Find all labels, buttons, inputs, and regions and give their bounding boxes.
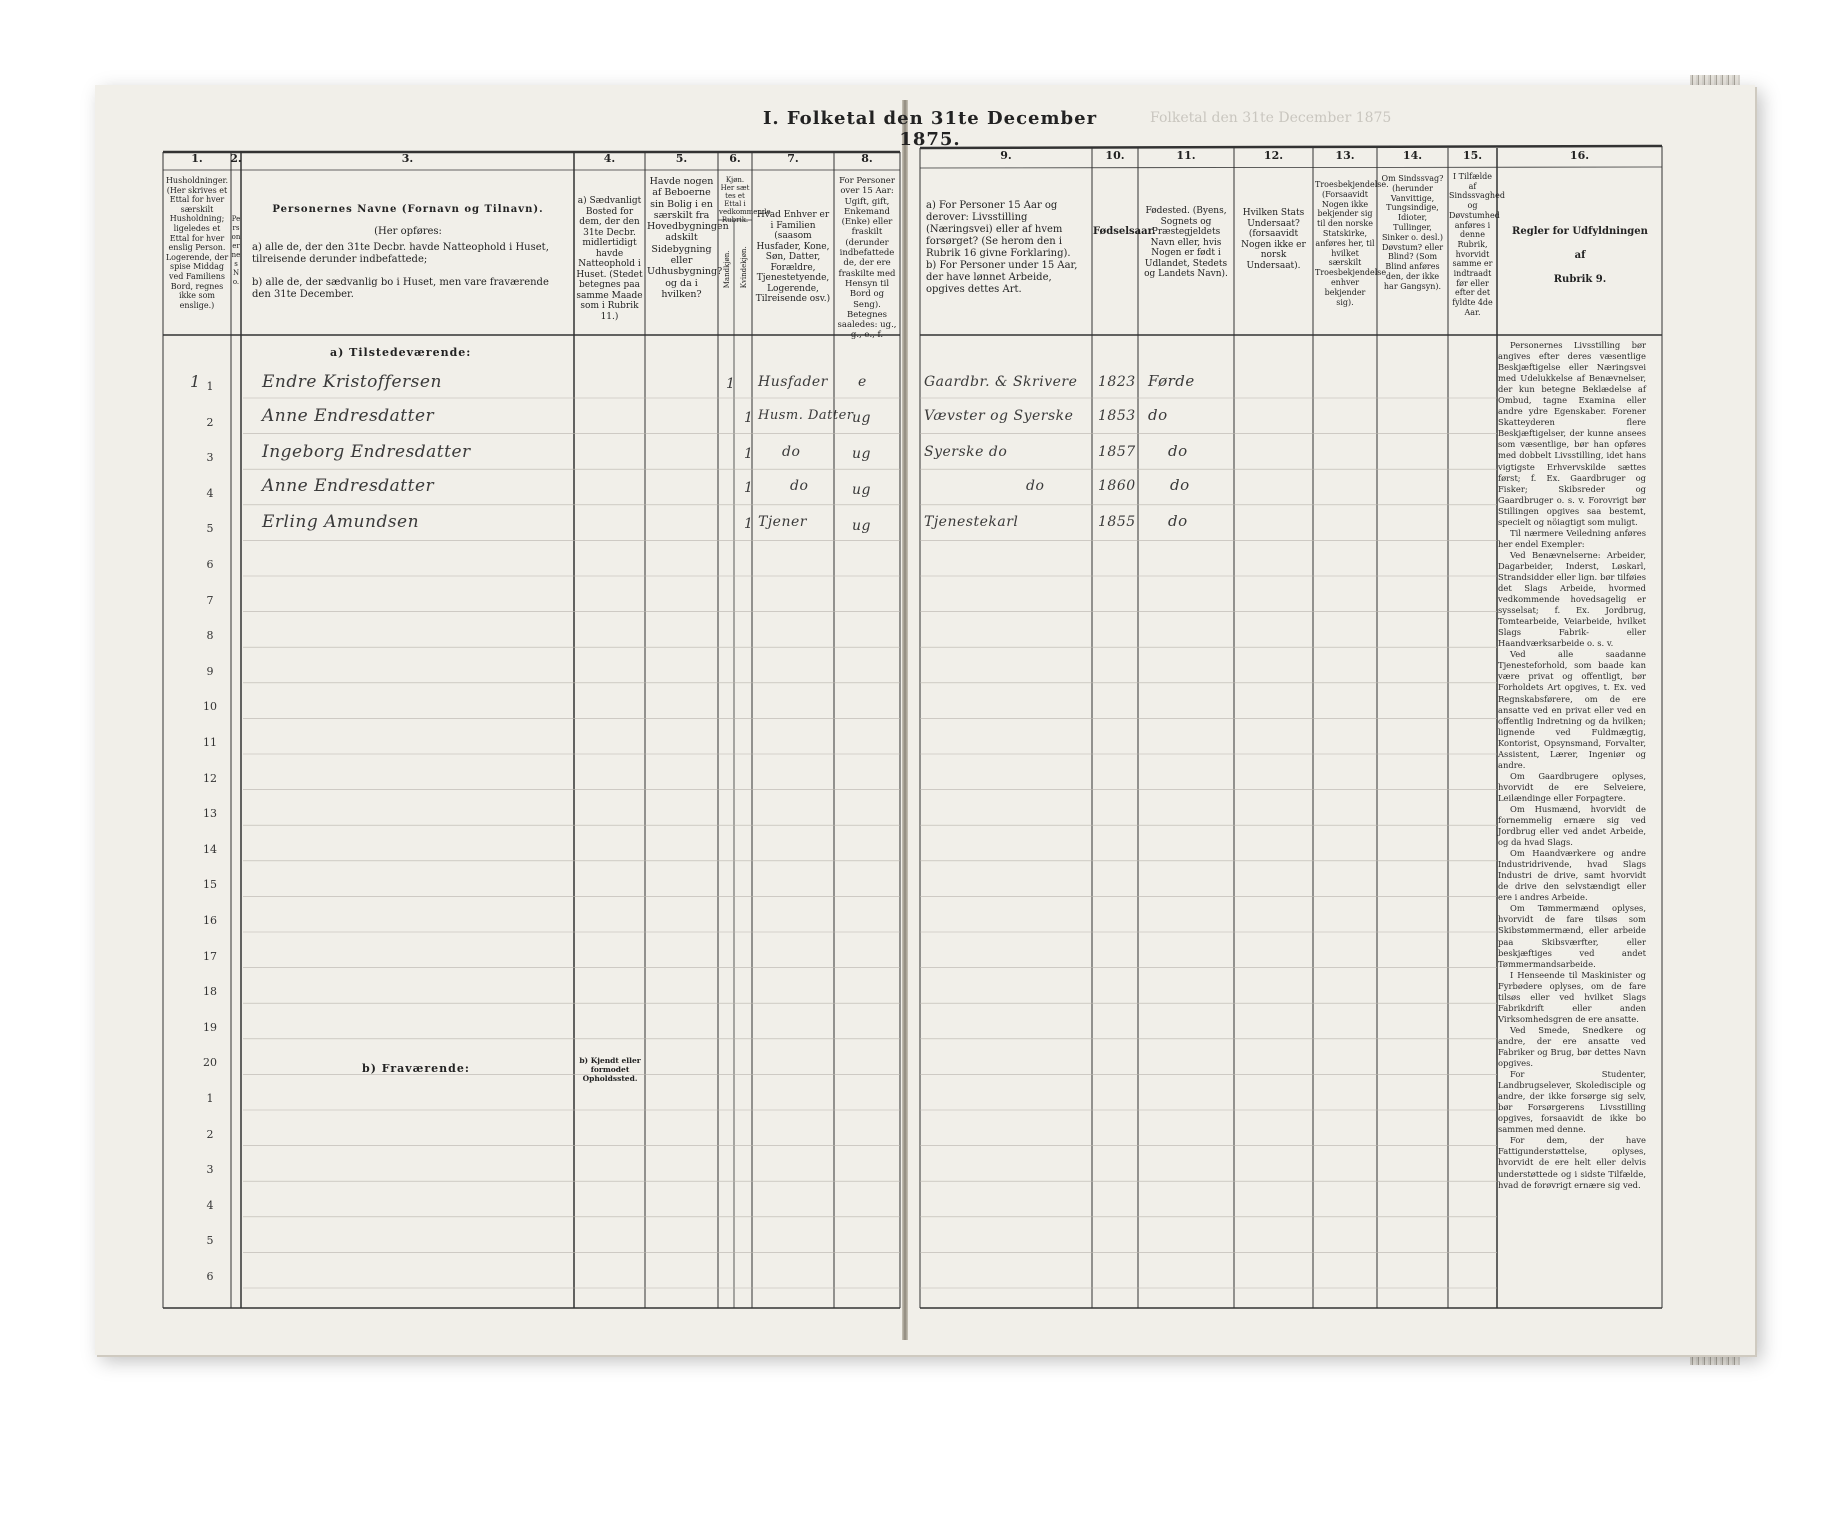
person-role: Husm. Datter	[758, 408, 854, 423]
rules-paragraph: Om Gaardbrugere oplyses, hvorvidt de ere Selveiere, Leilændinge eller Forpagtere.	[1498, 770, 1646, 803]
header-religion: Troesbekjendelse. (Forsaavidt Nogen ikke bekjender sig til den norske Statskirke, anføres her, til hvilket særskilt Troesbekjendelse enhver bekjender sig).	[1315, 180, 1389, 307]
rules-paragraph: Om Tømmermænd oplyses, hvorvidt de fare tilsøs som Skibstømmermænd, eller arbeide paa Skibsværfter, eller beskjæftiges ved andet Tømmermandsarbeide.	[1498, 903, 1646, 969]
row-number: 4	[206, 486, 214, 500]
col-number-1: 1.	[191, 152, 203, 165]
row-number: 15	[203, 878, 217, 892]
header-rules-of: af	[1574, 250, 1586, 261]
row-number: 1	[206, 1092, 214, 1105]
person-birth-year: 1860	[1098, 478, 1136, 494]
rules-paragraph: For dem, der have Fattigunderstøttelse, oplyses, hvorvidt de ere helt eller delvis understøttede og i sidste Tilfælde, hvad de forøvrigt ernære sig ved.	[1498, 1135, 1646, 1190]
header-disabilities: Om Sindssvag? (herunder Vanvittige, Tungsindige, Idioter, Tullinger, Sinker o. desl.) Døvstum? eller Blind? (Som Blind anføres den, der ikke har Gangsyn).	[1381, 174, 1444, 291]
row-number: 17	[203, 949, 217, 963]
header-names-title: Personernes Navne (Fornavn og Tilnavn).	[272, 204, 544, 215]
person-role: Husfader	[758, 374, 828, 390]
row-number: 1	[206, 380, 214, 393]
person-birthplace: do	[1168, 512, 1188, 530]
person-role: Tjener	[758, 514, 807, 530]
person-birthplace: do	[1168, 442, 1188, 460]
col-number-14: 14.	[1402, 149, 1423, 162]
bleed-through-text: Folketal den 31te December 1875	[1150, 110, 1392, 126]
header-birth-year: Fødselsaar.	[1093, 226, 1156, 237]
page-title: I. Folketal den 31te December 1875.	[762, 108, 1098, 150]
header-citizenship: Hvilken Stats Undersaat? (forsaavidt Nogen ikke er norsk Undersaat).	[1241, 208, 1306, 271]
header-occupation-a: a) For Personer 15 Aar og derover: Livsstilling (Næringsvei) eller af hvem forsørget? (Se herom den i Rubrik 16 givne Forklaring).	[926, 200, 1071, 259]
row-number: 19	[203, 1020, 217, 1034]
header-occupation-b: b) For Personer under 15 Aar, der have lønnet Arbeide, opgives dettes Art.	[926, 260, 1078, 295]
row-number: 10	[203, 700, 217, 714]
col-number-4: 4.	[603, 152, 616, 165]
col-number-16: 16.	[1569, 149, 1590, 162]
row-number: 6	[206, 558, 214, 571]
person-occupation: Syerske do	[924, 444, 1008, 460]
row-number: 8	[206, 629, 214, 643]
col-number-11: 11.	[1176, 149, 1196, 162]
row-number: 18	[203, 985, 217, 999]
row-number: 7	[206, 593, 214, 607]
row-number: 5	[206, 522, 214, 536]
person-name: Ingeborg Endresdatter	[262, 442, 471, 462]
col-number-15: 15.	[1462, 149, 1483, 162]
col-number-5: 5.	[675, 152, 688, 165]
person-status: e	[858, 374, 867, 390]
col-number-8: 8.	[861, 152, 873, 165]
col-number-6: 6.	[729, 152, 741, 165]
rules-paragraph: Ved Smede, Snedkere og andre, der ere ansatte ved Fabriker og Brug, bør dettes Navn opgives.	[1498, 1024, 1646, 1069]
rules-paragraph: Ved Benævnelserne: Arbeider, Dagarbeider, Inderst, Løskarl, Strandsidder eller lign. bør tilføies det Slags Arbeide, hvormed vedkommende hovedsagelig er sysselsat; f. Ex. Jordbrug, Tomtearbeide, Veiarbeide, hvilket Slags Fabrik- eller Haandværksarbeide o. s. v.	[1498, 549, 1646, 649]
col-number-7: 7.	[787, 152, 799, 165]
row-number: 13	[203, 807, 217, 821]
person-birth-year: 1855	[1098, 514, 1136, 530]
person-occupation: do	[1026, 478, 1045, 494]
header-person-no: Personernes No.	[231, 215, 241, 286]
row-number: 11	[203, 736, 217, 749]
row-number: 3	[206, 451, 214, 465]
person-birthplace: do	[1170, 476, 1190, 494]
header-side-building: Havde nogen af Beboerne sin Bolig i en særskilt fra Hovedbygningen adskilt Sidebygning eller Udhusbygning? og da i hvilken?	[647, 176, 729, 300]
person-name: Anne Endresdatter	[262, 476, 435, 496]
person-role: do	[790, 478, 809, 494]
header-households: Husholdninger. (Her skrives et Ettal for hver særskilt Husholdning; ligeledes et Ettal for hver enslig Person. Logerende, der spise Middag ved Familiens Bord, regnes ikke som enslige.)	[165, 176, 229, 310]
person-occupation: Tjenestekarl	[924, 514, 1019, 530]
section-absent: b) Fraværende:	[362, 1062, 470, 1075]
row-number: 2	[206, 415, 214, 429]
row-number: 2	[206, 1127, 214, 1141]
col-number-3: 3.	[401, 152, 414, 165]
header-usual-residence: a) Sædvanligt Bosted for dem, der den 31te Decbr. midlertidigt havde Natteophold i Huset. (Stedet betegnes paa samme Maade som i Rubrik 11.)	[576, 196, 643, 322]
header-rules-title: Regler for Udfyldningen	[1512, 226, 1648, 237]
person-sex: 1	[744, 516, 754, 532]
person-birth-year: 1853	[1098, 408, 1136, 424]
rubric-rules-text	[1498, 340, 1646, 1191]
person-birth-year: 1823	[1098, 374, 1136, 390]
person-status: ug	[852, 446, 871, 462]
person-sex: 1	[744, 446, 754, 462]
rules-paragraph: For Studenter, Landbrugselever, Skoledisciple og andre, der ikke forsørge sig selv, bør Forsørgerens Livsstilling opgives, forsaavidt de ikke bo sammen med denne.	[1498, 1069, 1646, 1135]
row-number: 5	[206, 1234, 214, 1248]
person-status: ug	[852, 410, 871, 426]
section-present: a) Tilstedeværende:	[330, 346, 472, 359]
person-occupation: Vævster og Syerske	[924, 408, 1074, 424]
col-number-13: 13.	[1335, 149, 1355, 162]
person-sex: 1	[744, 410, 754, 426]
header-sex: Kjøn. Her sæt tes et Ettal i vedkommende Rubrik.	[719, 176, 771, 224]
col-number-2: 2.	[230, 152, 242, 165]
header-names-a: a) alle de, der den 31te Decbr. havde Natteophold i Huset, tilreisende derunder indbefattede;	[252, 242, 549, 265]
rules-paragraph: Om Haandværkere og andre Industridrivende, hvad Slags Industri de drive, samt hvorvidt de drive den selvstændigt eller ere i andres Arbeide.	[1498, 848, 1646, 903]
row-number: 20	[203, 1056, 217, 1070]
absent-location-header: b) Kjendt eller formodet Opholdssted.	[579, 1056, 641, 1083]
header-male: Mandkjøn.	[722, 250, 731, 289]
header-birthplace: Fødested. (Byens, Sognets og Præstegjeldets Navn eller, hvis Nogen er født i Udlandet, Stedets og Landets Navn).	[1144, 206, 1228, 279]
row-number: 9	[206, 664, 214, 678]
header-names-sub: (Her opføres:	[374, 226, 442, 237]
row-number: 14	[203, 842, 217, 856]
rules-paragraph: Til nærmere Veiledning anføres her endel Exempler:	[1498, 527, 1646, 549]
person-sex: 1	[744, 480, 754, 496]
header-family-role: Hvad Enhver er i Familien (saasom Husfader, Kone, Søn, Datter, Forældre, Tjenestetyende, Logerende, Tilreisende osv.)	[755, 210, 831, 304]
person-name: Erling Amundsen	[262, 512, 420, 532]
household-mark: 1	[190, 372, 201, 391]
col-number-9: 9.	[1000, 149, 1012, 162]
col-number-10: 10.	[1105, 149, 1125, 162]
person-status: ug	[852, 518, 871, 534]
person-occupation: Gaardbr. & Skrivere	[924, 374, 1078, 390]
header-female: Kvindekjøn.	[739, 246, 748, 289]
person-birthplace: Førde	[1148, 372, 1195, 390]
person-name: Anne Endresdatter	[262, 406, 435, 426]
row-number: 12	[203, 771, 217, 785]
person-birth-year: 1857	[1098, 444, 1136, 460]
row-number: 6	[206, 1270, 214, 1283]
rules-paragraph: Personernes Livsstilling bør angives efter deres væsentlige Beskjæftigelse eller Næringsvei med Udelukkelse af Benævnelser, der kun betegne Beklædelse af Ombud, tagne Examina eller andre ydre Egenskaber. Forener Skatteyderen flere Beskjæftigelser, der kunne ansees som væsentlige, bør han opføres med dobbelt Livsstilling, idet hans vigtigste Erhvervskilde sættes først; f. Ex. Gaardbruger og Fisker; Skibsreder og Gaardbruger o. s. v. Forovrigt bør Stillingen opgives saa bestemt, specielt og nöiagtigt som muligt.	[1498, 340, 1646, 527]
rules-paragraph: Ved alle saadanne Tjenesteforhold, som baade kan være privat og offentligt, bør Forholdets Art opgives, t. Ex. ved Regnskabsførere, om de ere ansatte ved en privat eller ved en offentlig Indretning og da hvilken; lignende ved Fuldmægtig, Kontorist, Opsynsmand, Forvalter, Assistent, Lærer, Ingeniør og andre.	[1498, 649, 1646, 770]
rules-paragraph: Om Husmænd, hvorvidt de fornemmelig ernære sig ved Jordbrug eller ved andet Arbeide, og da hvad Slags.	[1498, 803, 1646, 848]
row-number: 16	[203, 914, 217, 927]
row-number: 4	[206, 1198, 214, 1212]
person-status: ug	[852, 482, 871, 498]
header-rules-rubric: Rubrik 9.	[1553, 274, 1607, 285]
header-onset-age: I Tilfælde af Sindssvaghed og Døvstumhed anføres i denne Rubrik, hvorvidt samme er indtraadt før eller efter det fyldte 4de Aar.	[1449, 172, 1505, 317]
rules-paragraph: I Henseende til Maskinister og Fyrbødere oplyses, om de fare tilsøs eller ved hvilket Slags Fabrikdrift eller anden Virksomhedsgren de ere ansatte.	[1498, 969, 1646, 1024]
header-marital-status: For Personer over 15 Aar: Ugift, gift, Enkemand (Enke) eller fraskilt (derunder indbefattede de, der ere fraskilte med Hensyn til Bord og Seng). Betegnes saaledes: ug., g., e., f.	[837, 176, 897, 341]
header-names-b: b) alle de, der sædvanlig bo i Huset, men vare fraværende den 31te December.	[252, 277, 549, 300]
person-name: Endre Kristoffersen	[262, 372, 442, 392]
col-number-12: 12.	[1263, 149, 1284, 162]
person-birthplace: do	[1148, 406, 1168, 424]
person-role: do	[782, 444, 801, 460]
person-sex: 1	[726, 376, 736, 392]
row-number: 3	[206, 1163, 214, 1177]
